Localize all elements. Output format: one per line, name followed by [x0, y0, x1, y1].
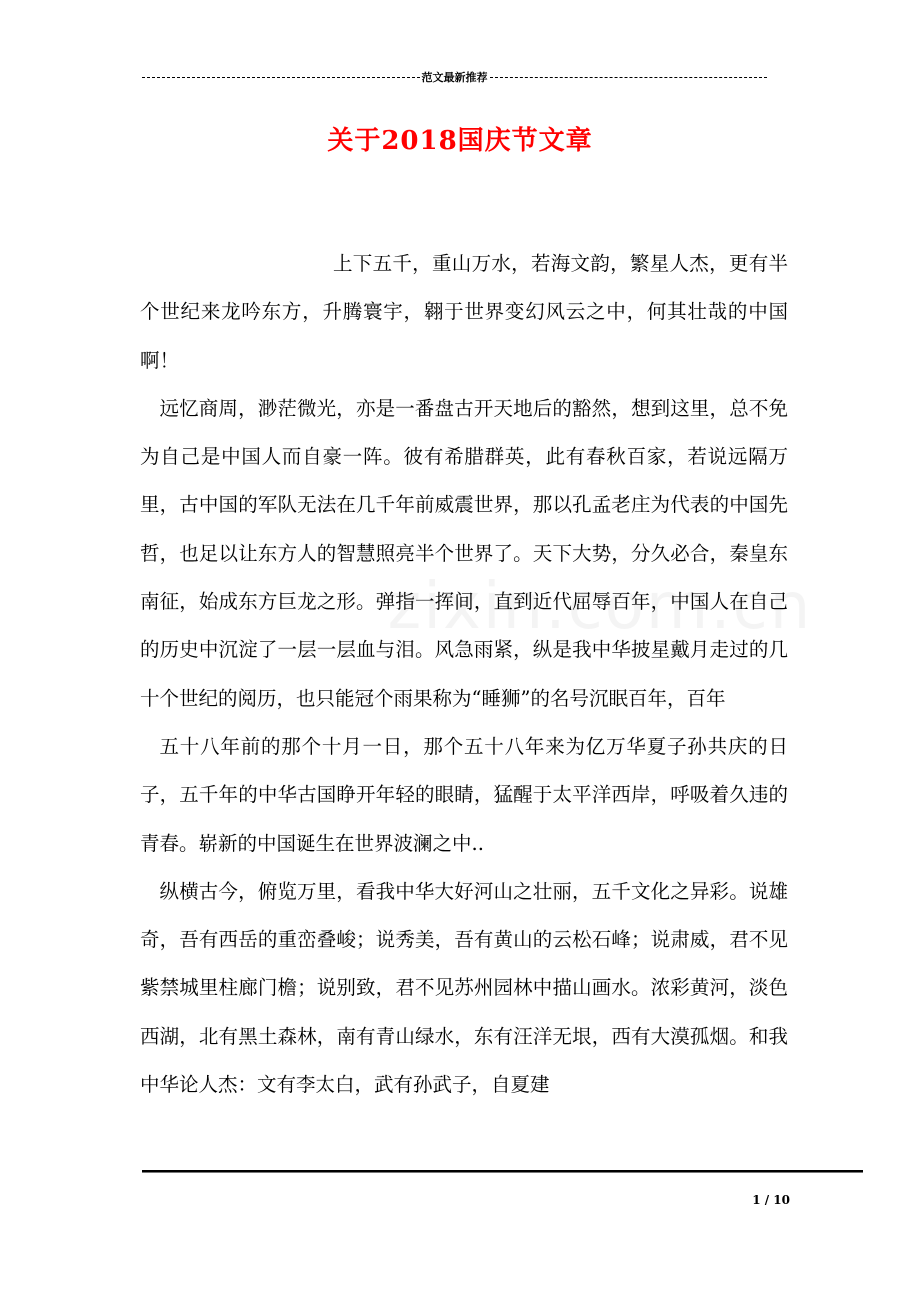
page-number: 1 / 10 — [752, 1193, 790, 1207]
paragraph-1: 上下五千，重山万水，若海文韵，繁星人杰，更有半个世纪来龙吟东方，升腾寰宇，翱于世界变幻风云之中，何其壮哉的中国啊！ — [140, 252, 788, 372]
document-body — [140, 240, 788, 1109]
paragraph-2: 远忆商周，渺茫微光，亦是一番盘古开天地后的豁然，想到这里，总不免为自己是中国人而自豪一阵。彼有希腊群英，此有春秋百家，若说远隔万里，古中国的军队无法在几千年前威震世界，那以孔孟老庄为代表的中国先哲，也足以让东方人的智慧照亮半个世界了。天下大势，分久必合，秦皇东南征，始成东方巨龙之形。弹指一挥间，直到近代屈辱百年，中国人在自己的历史中沉淀了一层一层血与泪。风急雨紧，纵是我中华披星戴月走过的几十个世纪的阅历，也只能冠个雨果称为“睡狮”的名号沉眠百年，百年 — [140, 396, 788, 710]
footer-divider — [142, 1170, 863, 1173]
page-header — [142, 68, 767, 86]
header-dash-left — [142, 77, 420, 78]
paragraph-4: 纵横古今，俯览万里，看我中华大好河山之壮丽，五千文化之异彩。说雄奇，吾有西岳的重峦叠峻；说秀美，吾有黄山的云松石峰；说肃威，君不见紫禁城里柱廊门檐；说别致，君不见苏州园林中描山画水。浓彩黄河，淡色西湖，北有黑土森林，南有青山绿水，东有汪洋无垠，西有大漠孤烟。和我中华论人杰：文有李太白，武有孙武子，自夏建 — [140, 879, 788, 1097]
header-label: 范文最新推荐 — [421, 71, 488, 84]
document-title: 关于2018国庆节文章 — [327, 126, 593, 156]
paragraph-3: 五十八年前的那个十月一日，那个五十八年来为亿万华夏子孙共庆的日子，五千年的中华古国睁开年轻的眼睛，猛醒于太平洋西岸，呼吸着久违的青春。崭新的中国诞生在世界波澜之中.. — [140, 734, 788, 855]
header-dash-right — [490, 77, 768, 78]
